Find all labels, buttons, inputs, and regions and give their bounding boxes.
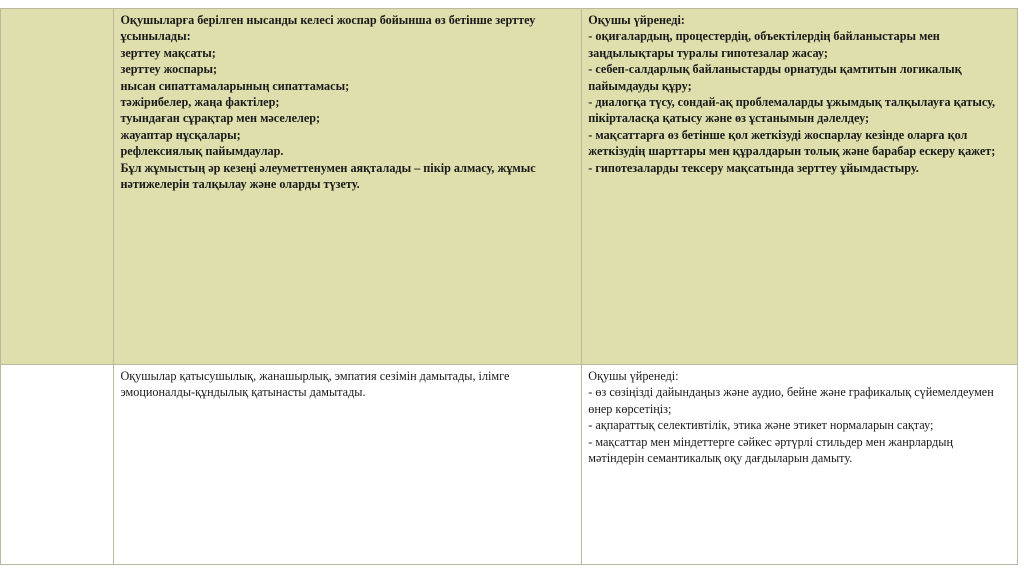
row2-development-cell bbox=[114, 365, 582, 565]
row2-learning-outcomes-cell bbox=[582, 365, 1018, 565]
outcome-item: - мақсаттарға өз бетінше қол жеткізуді жоспарлау кезінде оларға қол жеткізудің шарттары мен құралдарын толық және барабар ескеру қажет; bbox=[588, 127, 996, 159]
research-plan-intro: Оқушыларға берілген нысанды келесі жоспар бойынша өз бетінше зерттеу ұсынылады: bbox=[120, 13, 536, 44]
outcome-item: - себеп-салдарлық байланыстарды орнатуды қамтитын логикалық пайымдауды құру; bbox=[588, 62, 962, 93]
row1-empty-cell bbox=[1, 9, 114, 365]
outcome-item: - диалогқа түсу, сондай-ақ проблемаларды ұжымдық талқылауға қатысу, пікірталасқа қатысу және өз ұстанымын дәлелдеу; bbox=[588, 95, 996, 126]
table-row bbox=[1, 9, 1018, 365]
outcome-item: - мақсаттар мен міндеттерге сәйкес әртүрлі стильдер мен жанрлардың мәтіндерін семантикалық оқу дағдыларын дамыту. bbox=[588, 434, 954, 466]
outcome-item: - өз сөзіңізді дайындаңыз және аудио, бейне және графикалық сүйемелдеумен өнер көрсетіңіз; bbox=[588, 385, 994, 416]
plan-item-experiments: тәжірибелер, жаңа фактілер; bbox=[120, 95, 280, 110]
plan-item-description: нысан сипаттамаларының сипаттамасы; bbox=[120, 78, 350, 93]
table-row bbox=[1, 365, 1018, 565]
plan-item-questions: туындаған сұрақтар мен мәселелер; bbox=[120, 111, 321, 126]
development-text: Оқушылар қатысушылық, жанашырлық, эмпатия сезімін дамытады, ілімге эмоционалды-құндылық қатынасты дамытады. bbox=[120, 369, 510, 400]
plan-item-plan: зерттеу жоспары; bbox=[120, 62, 218, 77]
row1-research-plan-cell bbox=[114, 9, 582, 365]
learns-heading: Оқушы үйренеді: bbox=[588, 13, 685, 27]
outcome-item: - оқиғалардың, процестердің, объектілердің байланыстары мен заңдылықтары туралы гипотезалар жасау; bbox=[588, 29, 940, 60]
content-table bbox=[0, 8, 1018, 565]
plan-item-goal: зерттеу мақсаты; bbox=[120, 45, 216, 60]
plan-socialization-note: Бұл жұмыстың әр кезеңі әлеуметтенумен аяқталады – пікір алмасу, жұмыс нәтижелерін талқылау және оларды түзету. bbox=[120, 160, 536, 192]
row1-learning-outcomes-cell bbox=[582, 9, 1018, 365]
row2-empty-cell bbox=[1, 365, 114, 565]
plan-item-answers: жауаптар нұсқалары; bbox=[120, 127, 241, 142]
outcome-item: - ақпараттық селективтілік, этика және этикет нормаларын сақтау; bbox=[588, 418, 934, 433]
plan-item-reflection: рефлексиялық пайымдаулар. bbox=[120, 144, 284, 159]
outcome-item: - гипотезаларды тексеру мақсатында зерттеу ұйымдастыру. bbox=[588, 160, 919, 175]
learns-heading: Оқушы үйренеді: bbox=[588, 369, 679, 383]
